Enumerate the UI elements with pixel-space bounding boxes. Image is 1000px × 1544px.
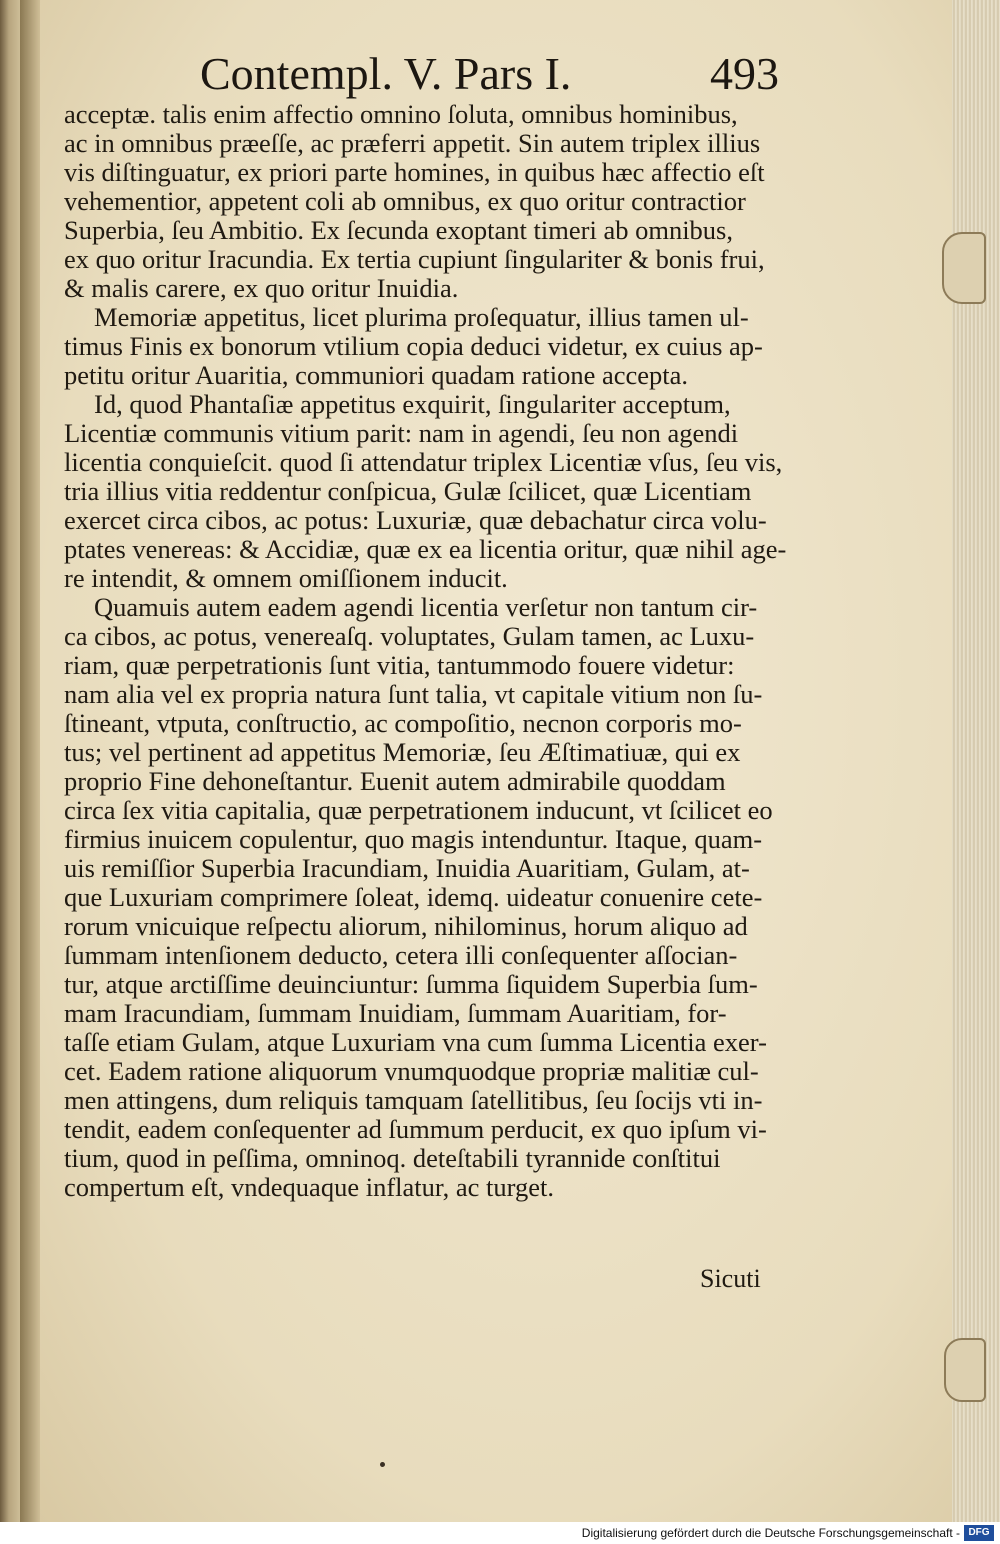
text-line: ac in omnibus præeſſe, ac præferri appetit. Sin autem triplex illius	[64, 129, 761, 158]
text-line: vehementior, appetent coli ab omnibus, ex quo oritur contractior	[64, 187, 746, 216]
text-line: nam alia vel ex propria natura ſunt talia, vt capitale vitium non ſu-	[64, 680, 763, 709]
clasp-lower-icon	[944, 1338, 986, 1402]
text-line: Id, quod Phantaſiæ appetitus exquirit, ſingulariter acceptum,	[94, 390, 731, 419]
text-line: rorum vnicuique reſpectu aliorum, nihilominus, horum aliquo ad	[64, 912, 748, 941]
text-line: Quamuis autem eadem agendi licentia verſetur non tantum cir-	[94, 593, 758, 622]
text-line: ex quo oritur Iracundia. Ex tertia cupiunt ſingulariter & bonis frui,	[64, 245, 765, 274]
text-line: men attingens, dum reliquis tamquam ſatellitibus, ſeu ſocijs vti in-	[64, 1086, 763, 1115]
text-line: Memoriæ appetitus, licet plurima proſequatur, illius tamen ul-	[94, 303, 749, 332]
digitization-footer	[0, 1522, 1000, 1544]
text-line: riam, quæ perpetrationis ſunt vitia, tantummodo fouere videtur:	[64, 651, 735, 680]
text-line: que Luxuriam comprimere ſoleat, idemq. uideatur conuenire cete-	[64, 883, 763, 912]
text-line: cet. Eadem ratione aliquorum vnumquodque propriæ malitiæ cul-	[64, 1057, 759, 1086]
page-fore-edge	[952, 0, 1000, 1522]
text-line: ſummam intenſionem deducto, cetera illi conſequenter aſſocian-	[64, 941, 738, 970]
text-line: acceptæ. talis enim affectio omnino ſoluta, omnibus hominibus,	[64, 100, 738, 129]
text-line: exercet circa cibos, ac potus: Luxuriæ, quæ debachatur circa volu-	[64, 506, 767, 535]
text-line: firmius inuicem copulentur, quo magis intenduntur. Itaque, quam-	[64, 825, 763, 854]
text-line: petitu oritur Auaritia, communiori quadam ratione accepta.	[64, 361, 689, 390]
text-line: timus Finis ex bonorum vtilium copia deduci videtur, ex cuius ap-	[64, 332, 763, 361]
text-line: compertum eſt, vndequaque inflatur, ac turget.	[64, 1173, 555, 1202]
body-text	[64, 100, 816, 1202]
text-line: tur, atque arctiſſime deuinciuntur: ſumma ſiquidem Superbia ſum-	[64, 970, 758, 999]
text-line: tendit, eadem conſequenter ad ſummum perducit, ex quo ipſum vi-	[64, 1115, 767, 1144]
footer-credit: Digitalisierung gefördert durch die Deutsche Forschungsgemeinschaft -	[581, 1526, 960, 1540]
text-line: taſſe etiam Gulam, atque Luxuriam vna cum ſumma Licentia exer-	[64, 1028, 767, 1057]
text-line: re intendit, & omnem omiſſionem inducit.	[64, 564, 508, 593]
ink-speck	[380, 1462, 385, 1467]
text-line: ptates venereas: & Accidiæ, quæ ex ea licentia oritur, quæ nihil age-	[64, 535, 787, 564]
text-line: mam Iracundiam, ſummam Inuidiam, ſummam Auaritiam, for-	[64, 999, 727, 1028]
page-number: 493	[710, 48, 779, 99]
text-line: & malis carere, ex quo oritur Inuidia.	[64, 274, 459, 303]
text-line: tria illius vitia reddentur conſpicua, Gulæ ſcilicet, quæ Licentiam	[64, 477, 752, 506]
header-title: Contempl. V. Pars I.	[200, 48, 572, 99]
text-line: tium, quod in peſſima, omninoq. deteſtabili tyrannide conſtitui	[64, 1144, 721, 1173]
catchword: Sicuti	[700, 1264, 761, 1293]
text-line: vis diſtinguatur, ex priori parte homines, in quibus hæc affectio eſt	[64, 158, 765, 187]
text-line: uis remiſſior Superbia Iracundiam, Inuidia Auaritiam, Gulam, at-	[64, 854, 750, 883]
text-line: Licentiæ communis vitium parit: nam in agendi, ſeu non agendi	[64, 419, 739, 448]
dfg-logo-icon: DFG	[964, 1525, 994, 1541]
text-line: tus; vel pertinent ad appetitus Memoriæ, ſeu Æſtimatiuæ, qui ex	[64, 738, 741, 767]
text-line: licentia conquieſcit. quod ſi attendatur triplex Licentiæ vſus, ſeu vis,	[64, 448, 783, 477]
text-line: proprio Fine dehoneſtantur. Euenit autem admirabile quoddam	[64, 767, 726, 796]
text-line: ſtineant, vtputa, conſtructio, ac compoſitio, necnon corporis mo-	[64, 709, 742, 738]
text-line: Superbia, ſeu Ambitio. Ex ſecunda exoptant timeri ab omnibus,	[64, 216, 733, 245]
clasp-upper-icon	[942, 232, 986, 304]
text-line: circa ſex vitia capitalia, quæ perpetrationem inducunt, vt ſcilicet eo	[64, 796, 773, 825]
previous-page-edge	[0, 0, 20, 1522]
text-line: ca cibos, ac potus, venereaſq. voluptates, Gulam tamen, ac Luxu-	[64, 622, 755, 651]
running-header	[200, 44, 820, 104]
